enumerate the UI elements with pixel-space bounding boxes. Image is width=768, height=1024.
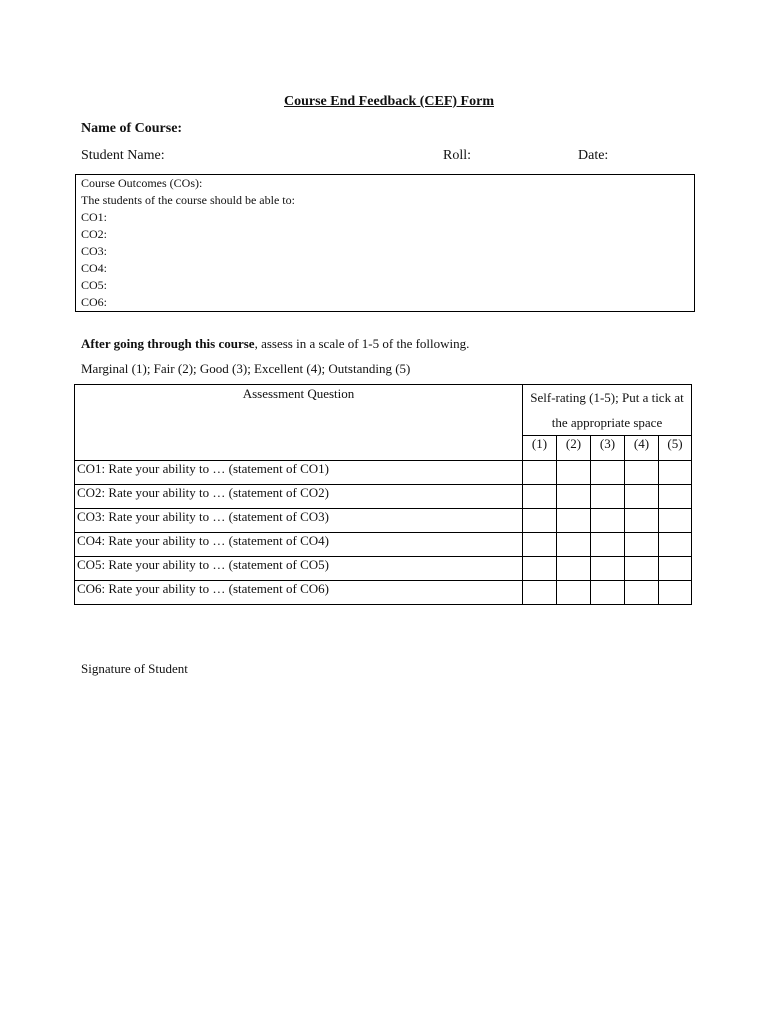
tick-cell[interactable] (523, 485, 557, 509)
course-outcome-item: CO5: (81, 278, 108, 292)
tick-cell[interactable] (523, 461, 557, 485)
tick-cell[interactable] (523, 533, 557, 557)
tick-cell[interactable] (557, 557, 591, 581)
tick-cell[interactable] (591, 461, 625, 485)
tick-cell[interactable] (557, 533, 591, 557)
tick-cell[interactable] (659, 461, 692, 485)
date-label: Date: (578, 148, 609, 163)
question-cell: CO1: Rate your ability to … (statement of CO1) (75, 461, 523, 485)
tick-cell[interactable] (557, 509, 591, 533)
tick-cell[interactable] (591, 485, 625, 509)
assessment-instruction-bold: After going through this course (81, 336, 255, 351)
form-title: Course End Feedback (CEF) Form (284, 94, 494, 109)
course-name-label: Name of Course: (81, 121, 183, 136)
table-row (75, 485, 692, 509)
course-outcome-item: CO2: (81, 227, 108, 241)
question-cell: CO5: Rate your ability to … (statement of CO5) (75, 557, 523, 581)
question-cell: CO4: Rate your ability to … (statement of CO4) (75, 533, 523, 557)
tick-cell[interactable] (625, 461, 659, 485)
table-row (75, 509, 692, 533)
tick-cell[interactable] (523, 557, 557, 581)
tick-cell[interactable] (557, 485, 591, 509)
student-signature-label: Signature of Student (81, 661, 188, 676)
tick-cell[interactable] (659, 509, 692, 533)
assessment-table (74, 384, 692, 605)
self-rating-header: Self-rating (1-5); Put a tick at the appropriate space (523, 385, 692, 436)
tick-cell[interactable] (659, 557, 692, 581)
table-row (75, 581, 692, 605)
assessment-instruction-rest: , assess in a scale of 1-5 of the following. (254, 336, 470, 351)
table-row (75, 461, 692, 485)
assessment-question-header: Assessment Question (75, 385, 523, 461)
tick-cell[interactable] (557, 581, 591, 605)
rating-column-header: (2) (557, 436, 591, 461)
rating-scale-legend: Marginal (1); Fair (2); Good (3); Excellent (4); Outstanding (5) (81, 361, 411, 376)
question-cell: CO6: Rate your ability to … (statement of CO6) (75, 581, 523, 605)
course-outcome-item: CO4: (81, 261, 108, 275)
table-row (75, 557, 692, 581)
tick-cell[interactable] (625, 509, 659, 533)
question-cell: CO3: Rate your ability to … (statement of CO3) (75, 509, 523, 533)
tick-cell[interactable] (625, 485, 659, 509)
tick-cell[interactable] (659, 533, 692, 557)
tick-cell[interactable] (591, 557, 625, 581)
course-outcome-item: CO6: (81, 295, 108, 309)
course-outcomes-heading: Course Outcomes (COs): (81, 176, 203, 190)
rating-column-header: (3) (591, 436, 625, 461)
rating-column-header: (5) (659, 436, 692, 461)
course-outcome-item: CO3: (81, 244, 108, 258)
course-outcomes-intro: The students of the course should be able to: (81, 193, 295, 207)
course-outcomes-box (75, 174, 695, 312)
tick-cell[interactable] (591, 581, 625, 605)
student-name-label: Student Name: (81, 148, 165, 163)
tick-cell[interactable] (523, 509, 557, 533)
table-row (75, 533, 692, 557)
tick-cell[interactable] (523, 581, 557, 605)
course-outcome-item: CO1: (81, 210, 108, 224)
question-cell: CO2: Rate your ability to … (statement of CO2) (75, 485, 523, 509)
tick-cell[interactable] (659, 581, 692, 605)
tick-cell[interactable] (625, 557, 659, 581)
assessment-instruction (81, 336, 469, 352)
tick-cell[interactable] (625, 581, 659, 605)
tick-cell[interactable] (591, 509, 625, 533)
tick-cell[interactable] (625, 533, 659, 557)
tick-cell[interactable] (659, 485, 692, 509)
rating-column-header: (1) (523, 436, 557, 461)
roll-label: Roll: (443, 148, 472, 163)
rating-column-header: (4) (625, 436, 659, 461)
tick-cell[interactable] (557, 461, 591, 485)
tick-cell[interactable] (591, 533, 625, 557)
